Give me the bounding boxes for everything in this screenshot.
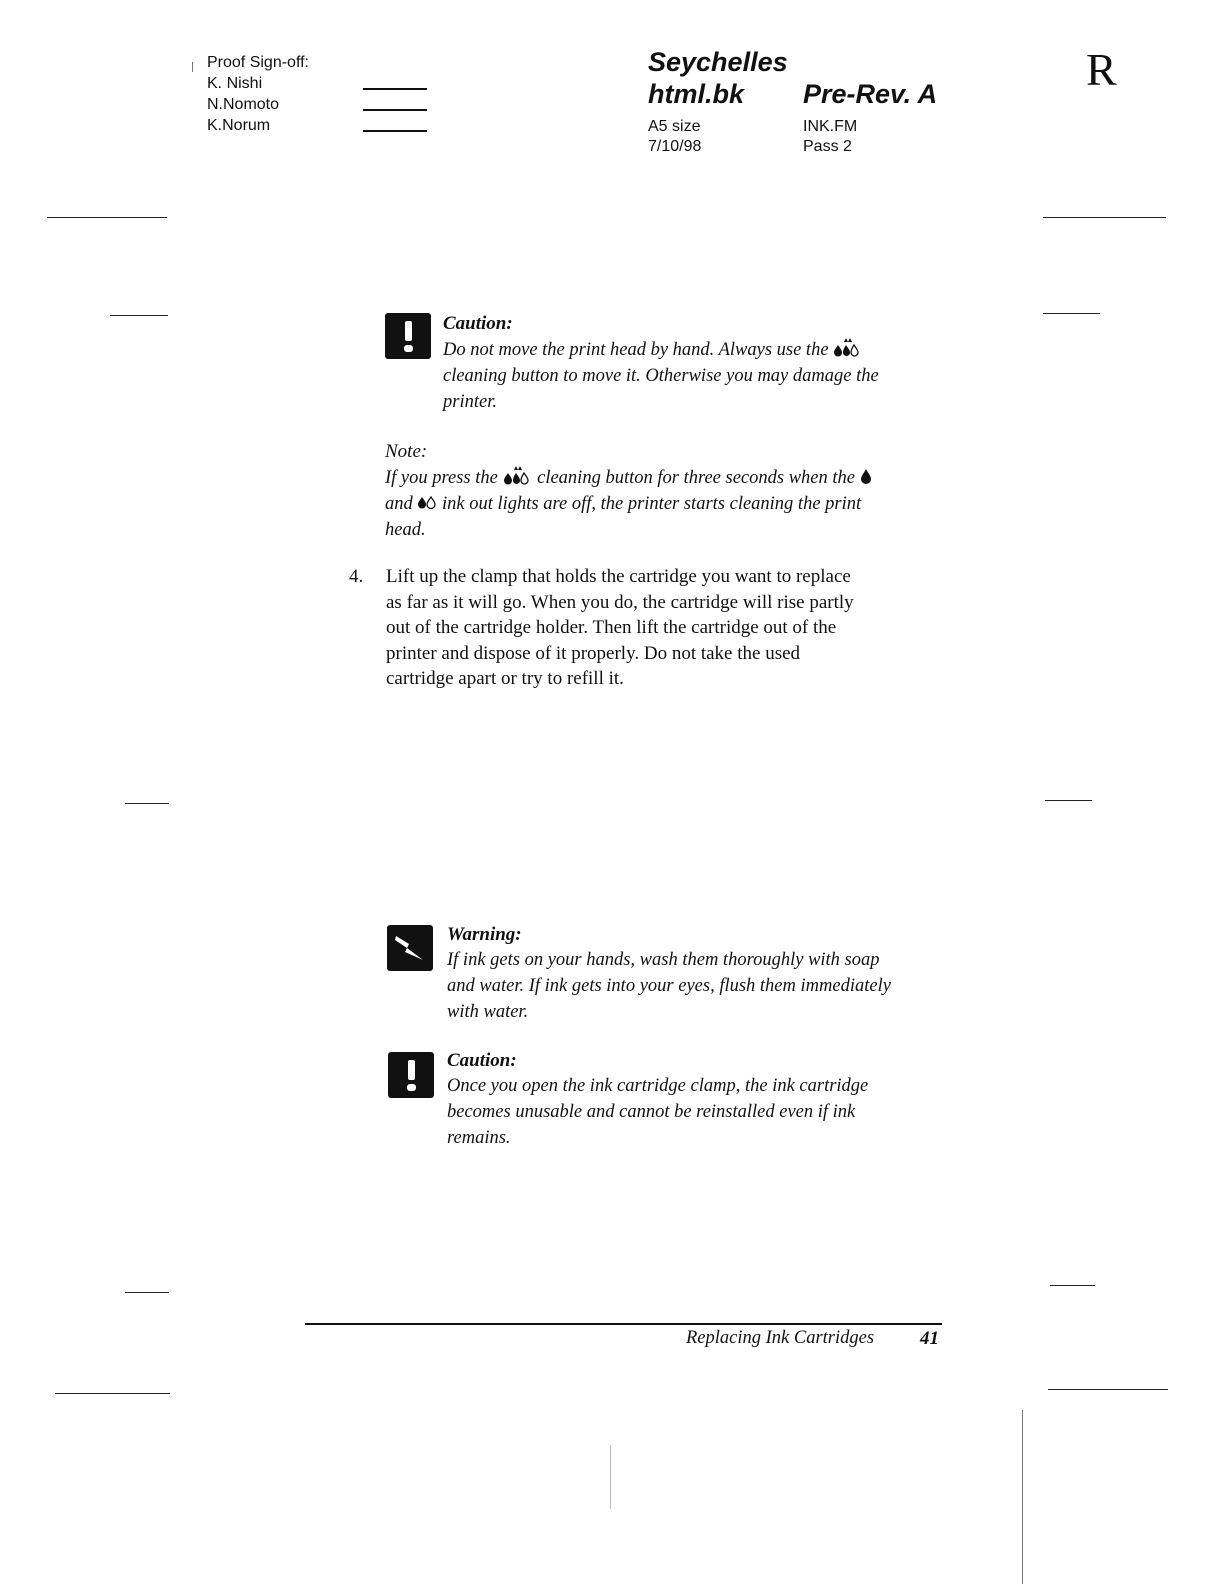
step-line: as far as it will go. When you do, the cartridge will rise partly [386, 591, 854, 613]
signoff-name: N.Nomoto [207, 96, 280, 113]
caution-text: printer. [443, 392, 497, 412]
registration-mark: R [1086, 44, 1117, 95]
crop-mark [55, 1393, 170, 1394]
caution-text: cleaning button to move it. Otherwise you may damage the [443, 366, 879, 386]
note-text: ink out lights are off, the printer starts cleaning the print [442, 494, 862, 514]
caution-text: Once you open the ink cartridge clamp, the ink cartridge [447, 1076, 869, 1096]
crop-mark [47, 217, 167, 218]
black-ink-drop-icon [860, 467, 872, 485]
revision-label: Pre-Rev. A [803, 79, 938, 109]
book-name: html.bk [648, 79, 745, 109]
footer-rule [305, 1323, 942, 1325]
caution-text: Do not move the print head by hand. Always use the [443, 340, 829, 360]
signature-line [363, 130, 427, 132]
crop-mark [125, 1292, 169, 1293]
crop-mark [125, 803, 169, 804]
signature-line [363, 88, 427, 90]
crop-mark [1045, 800, 1092, 801]
step-line: Lift up the clamp that holds the cartridge you want to replace [386, 566, 851, 587]
footer-section-title: Replacing Ink Cartridges [686, 1328, 875, 1348]
crop-mark-vertical [1022, 1410, 1023, 1584]
step-line: cartridge apart or try to refill it. [386, 668, 624, 689]
signature-line [363, 109, 427, 111]
caution-heading: Caution: [447, 1050, 517, 1071]
fold-mark [610, 1445, 611, 1509]
step-4-text [386, 564, 956, 692]
note-text: head. [385, 520, 426, 540]
caution-icon [385, 313, 431, 359]
lightning-icon [387, 925, 433, 971]
caution-block [443, 312, 963, 415]
signoff-label: Proof Sign-off: [207, 54, 309, 71]
caution-text: becomes unusable and cannot be reinstalled even if ink [447, 1102, 856, 1122]
crop-mark [1043, 313, 1100, 314]
step-line: out of the cartridge holder. Then lift the cartridge out of the [386, 617, 837, 638]
file-info: INK.FM Pass 2 [803, 118, 858, 155]
pass-number: Pass 2 [803, 138, 852, 155]
step-line: printer and dispose of it properly. Do not take the used [386, 642, 801, 664]
warning-text: with water. [447, 1002, 529, 1022]
signoff-name: K. Nishi [207, 75, 263, 92]
crop-mark [1043, 217, 1166, 218]
page-number: 41 [920, 1328, 939, 1349]
warning-heading: Warning: [447, 924, 522, 945]
page-size-info: A5 size 7/10/98 [648, 118, 702, 155]
ink-drops-cleaning-icon [503, 464, 533, 486]
crop-mark [1050, 1285, 1095, 1286]
signoff-name: K.Norum [207, 117, 271, 134]
step-number: 4. [349, 566, 364, 587]
note-text: and [385, 494, 413, 514]
ink-drops-cleaning-icon [833, 336, 863, 358]
note-text: If you press the [385, 468, 498, 488]
document-title: Seychelles html.bk [648, 47, 788, 109]
warning-text: and water. If ink gets into your eyes, flush them immediately [447, 976, 891, 996]
crop-mark [110, 315, 168, 316]
margin-tick [192, 62, 193, 72]
crop-mark [1048, 1389, 1168, 1390]
note-text: cleaning button for three seconds when the [537, 468, 855, 488]
color-ink-drops-icon [417, 493, 437, 511]
caution-text: remains. [447, 1128, 511, 1148]
caution-block [447, 1049, 967, 1151]
date: 7/10/98 [648, 138, 702, 155]
warning-block [447, 923, 967, 1025]
note-heading: Note: [385, 441, 428, 462]
proof-signoff-block [207, 52, 309, 136]
caution-icon [388, 1052, 434, 1098]
note-block [385, 440, 945, 543]
warning-text: If ink gets on your hands, wash them thoroughly with soap [447, 950, 880, 970]
caution-heading: Caution: [443, 313, 513, 334]
